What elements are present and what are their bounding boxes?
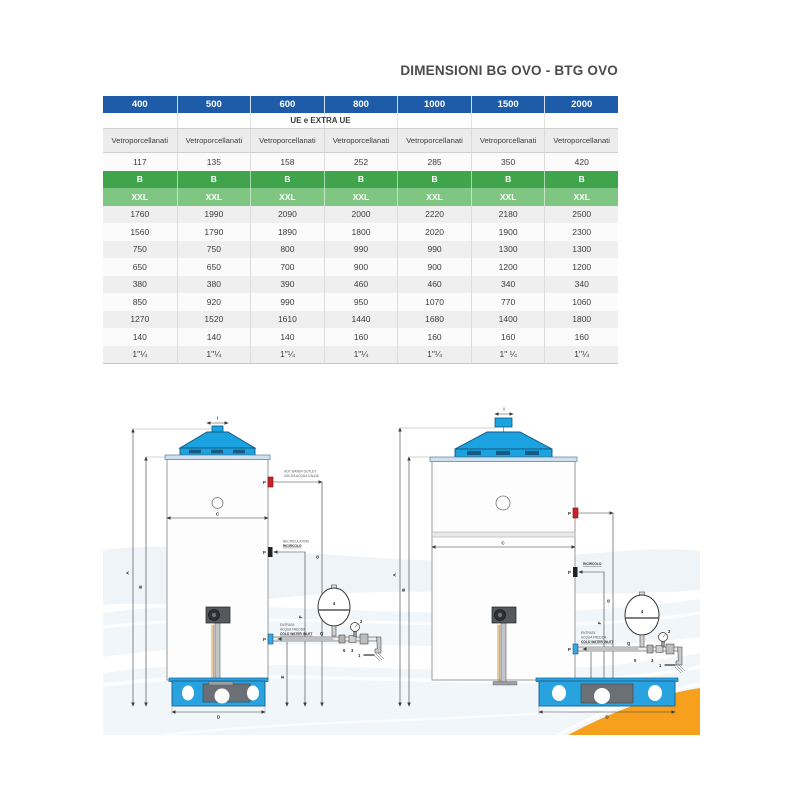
Q-label: Q: [320, 631, 324, 636]
table-row: [103, 328, 618, 346]
table-cell: 1"¼: [250, 346, 324, 364]
part-3-label: 3: [651, 658, 654, 663]
part-5-label: 5: [343, 648, 346, 653]
header-cell: 2000: [544, 96, 618, 113]
table-cell: XXL: [397, 188, 471, 206]
cold-inlet-P: P: [262, 637, 266, 642]
part-4-label: 4: [640, 609, 644, 614]
dim-label-E: E: [280, 675, 285, 679]
cold-inlet-nipple: [268, 634, 273, 644]
hood-slots: [189, 450, 245, 454]
table-row: [103, 206, 618, 224]
hot-outlet-nipple: [573, 508, 578, 518]
table-cell: 252: [324, 153, 398, 171]
diagram-svg: [103, 385, 700, 735]
table-cell: 1790: [177, 223, 251, 241]
table-cell: 650: [132, 261, 147, 272]
table-cell: 1990: [177, 206, 251, 224]
recirc-nipple: [268, 547, 273, 557]
table-cell: 2500: [544, 206, 618, 224]
hot-outlet-label-en: HOT WATER OUTLET: [284, 469, 317, 474]
dim-label-B: B: [138, 585, 143, 589]
cold-label-3: COLD WATER INLET: [581, 639, 614, 644]
burner-pipe: [501, 623, 506, 683]
cold-label-3: COLD WATER INLET: [280, 631, 313, 636]
table-cell: 900: [324, 258, 398, 276]
table-row: [103, 293, 618, 311]
dim-label-I: I: [503, 406, 505, 412]
table-cell: 1200: [471, 258, 545, 276]
table-cell: B: [471, 171, 545, 189]
part-2-label: 2: [668, 629, 671, 634]
table-cell: 1890: [250, 223, 324, 241]
table-cell: 340: [471, 276, 545, 294]
table-cell: 1800: [324, 223, 398, 241]
table-cell: 990: [250, 293, 324, 311]
table-cell: 1060: [544, 293, 618, 311]
table-cell: 1300: [544, 241, 618, 259]
header-cell: 600: [250, 96, 324, 113]
table-cell: 1900: [471, 223, 545, 241]
table-cell: 1440: [324, 311, 398, 329]
table-cell: 770: [471, 293, 545, 311]
dim-label-G: G: [315, 555, 320, 559]
hot-outlet-nipple: [268, 477, 273, 487]
dim-label-G: G: [606, 599, 611, 603]
header-cell: 400: [131, 99, 148, 110]
part-1-label: 1: [659, 663, 662, 668]
table-cell: 350: [471, 153, 545, 171]
table-cell: 1"¼: [544, 346, 618, 364]
material-row: [103, 128, 618, 153]
table-cell: XXL: [131, 191, 149, 202]
table-cell: B: [250, 171, 324, 189]
table-cell: 380: [132, 279, 147, 290]
Q-label: Q: [627, 641, 631, 646]
table-row: [103, 188, 618, 206]
cold-label-2: ACQUA FREDDA: [581, 635, 607, 640]
table-cell: 1070: [397, 293, 471, 311]
drain-hatch: [374, 653, 384, 661]
tank-lid: [165, 455, 270, 460]
table-row: [103, 276, 618, 294]
table-cell: 380: [177, 276, 251, 294]
base-vent-left: [182, 686, 194, 701]
hood-cone: [455, 432, 552, 449]
material-cell: Vetroporcellanati: [471, 129, 545, 152]
inspection-hole: [496, 496, 510, 510]
table-cell: 160: [324, 328, 398, 346]
base-vent-right: [247, 686, 259, 701]
cold-label-1: ENTRATA: [280, 623, 295, 627]
table-cell: 158: [250, 153, 324, 171]
table-cell: 420: [544, 153, 618, 171]
table-cell: 2220: [397, 206, 471, 224]
table-cell: 1" ¼: [471, 346, 545, 364]
header-cell: 1500: [471, 96, 545, 113]
table-row: [103, 153, 618, 171]
recirc-label-it: RICIRCOLO: [283, 543, 302, 548]
region-label: UE e EXTRA UE: [290, 116, 351, 125]
header-cell: 800: [324, 96, 398, 113]
table-cell: 1760: [130, 209, 150, 220]
table-cell: XXL: [471, 188, 545, 206]
table-cell: 1680: [397, 311, 471, 329]
table-row: [103, 171, 618, 189]
table-row: [103, 223, 618, 241]
table-cell: 750: [132, 244, 147, 255]
table-cell: 850: [132, 296, 147, 307]
table-header-row: [103, 96, 618, 113]
tank-lid: [430, 457, 577, 462]
table-cell: XXL: [177, 188, 251, 206]
table-cell: 1800: [544, 311, 618, 329]
part-3-label: 3: [351, 648, 354, 653]
table-cell: 390: [250, 276, 324, 294]
base-vent-left: [552, 685, 566, 701]
table-cell: 340: [544, 276, 618, 294]
table-row: [103, 241, 618, 259]
table-cell: 920: [177, 293, 251, 311]
dim-label-A: A: [125, 571, 130, 575]
table-cell: 140: [177, 328, 251, 346]
table-row: [103, 311, 618, 329]
dimensions-table: [103, 96, 618, 364]
table-cell: 1560: [130, 226, 150, 237]
burner-pipe: [215, 623, 220, 683]
table-cell: B: [544, 171, 618, 189]
dim-label-I: I: [216, 415, 219, 421]
table-row: [103, 258, 618, 276]
table-cell: 160: [471, 328, 545, 346]
table-cell: 2020: [397, 223, 471, 241]
table-cell: 1"¼: [324, 346, 398, 364]
table-cell: XXL: [250, 188, 324, 206]
table-cell: 2300: [544, 223, 618, 241]
recirc-P: P: [262, 550, 266, 555]
part-1-label: 1: [358, 653, 361, 658]
cold-inlet-P: P: [567, 647, 571, 652]
table-cell: 1300: [471, 241, 545, 259]
recirc-label-it: RICIRCOLO: [583, 562, 602, 566]
hot-outlet-P: P: [567, 511, 571, 516]
table-cell: 1"¼: [397, 346, 471, 364]
table-cell: 2000: [324, 206, 398, 224]
material-cell: Vetroporcellanati: [544, 129, 618, 152]
table-cell: 1"¼: [177, 346, 251, 364]
dim-label-D: D: [605, 714, 609, 720]
table-cell: 1400: [471, 311, 545, 329]
dim-label-A: A: [392, 573, 397, 577]
technical-diagrams: [103, 385, 700, 735]
table-row: [103, 346, 618, 365]
dim-label-D: D: [216, 714, 221, 720]
chimney-stub: [495, 418, 512, 427]
table-cell: XXL: [324, 188, 398, 206]
dim-label-C: C: [215, 511, 220, 517]
cold-inlet-nipple: [573, 644, 578, 654]
burner-opening: [594, 688, 610, 704]
table-cell: 160: [544, 328, 618, 346]
cold-label-1: ENTRATA: [581, 631, 596, 635]
cold-label-2: ACQUA FREDDA: [280, 627, 306, 632]
header-cell: 1000: [397, 96, 471, 113]
table-cell: B: [136, 174, 143, 185]
part-5-label: 5: [634, 658, 637, 663]
table-cell: 700: [250, 258, 324, 276]
inspection-hole: [212, 498, 223, 509]
table-cell: 160: [397, 328, 471, 346]
part-2-label: 2: [360, 619, 363, 624]
hot-outlet-label-it: USCITA ACQUA CALDA: [284, 474, 319, 478]
chimney-stub: [212, 426, 223, 432]
table-cell: 1200: [544, 258, 618, 276]
table-cell: B: [324, 171, 398, 189]
recirc-nipple: [573, 567, 578, 577]
table-cell: 460: [397, 276, 471, 294]
material-cell: Vetroporcellanati: [177, 129, 251, 152]
table-cell: 800: [250, 241, 324, 259]
dim-label-F: F: [298, 615, 303, 619]
material-cell: Vetroporcellanati: [111, 136, 169, 145]
table-cell: 1520: [177, 311, 251, 329]
table-cell: 1270: [130, 314, 150, 325]
recirc-P: P: [567, 570, 571, 575]
table-cell: 1"¼: [132, 349, 148, 360]
material-cell: Vetroporcellanati: [250, 129, 324, 152]
table-cell: 460: [324, 276, 398, 294]
table-cell: 950: [324, 293, 398, 311]
header-cell: 500: [177, 96, 251, 113]
table-cell: 1610: [250, 311, 324, 329]
table-cell: B: [397, 171, 471, 189]
part-4-label: 4: [332, 601, 336, 606]
page-title: DIMENSIONI BG OVO - BTG OVO: [400, 63, 618, 78]
hood-slots: [467, 451, 539, 455]
table-cell: 135: [177, 153, 251, 171]
material-cell: Vetroporcellanati: [397, 129, 471, 152]
recirc-label-en: RECIRCULATION: [283, 539, 309, 544]
table-cell: 285: [397, 153, 471, 171]
hot-outlet-P: P: [262, 480, 266, 485]
hood-cone: [180, 432, 255, 448]
table-cell: 750: [177, 241, 251, 259]
material-cell: Vetroporcellanati: [324, 129, 398, 152]
burner-opening: [215, 689, 230, 704]
tank-seam: [432, 532, 575, 537]
table-cell: 990: [324, 241, 398, 259]
table-cell: XXL: [544, 188, 618, 206]
table-cell: 650: [177, 258, 251, 276]
dim-label-F: F: [597, 621, 602, 625]
table-cell: B: [177, 171, 251, 189]
table-cell: 117: [133, 156, 147, 167]
base-vent-right: [648, 685, 662, 701]
region-row: [103, 113, 618, 128]
table-cell: 140: [250, 328, 324, 346]
table-cell: 2090: [250, 206, 324, 224]
table-cell: 2180: [471, 206, 545, 224]
dim-label-C: C: [501, 540, 505, 546]
table-cell: 140: [132, 331, 147, 342]
table-cell: 990: [397, 241, 471, 259]
table-cell: 900: [397, 258, 471, 276]
dim-label-B: B: [401, 588, 406, 592]
